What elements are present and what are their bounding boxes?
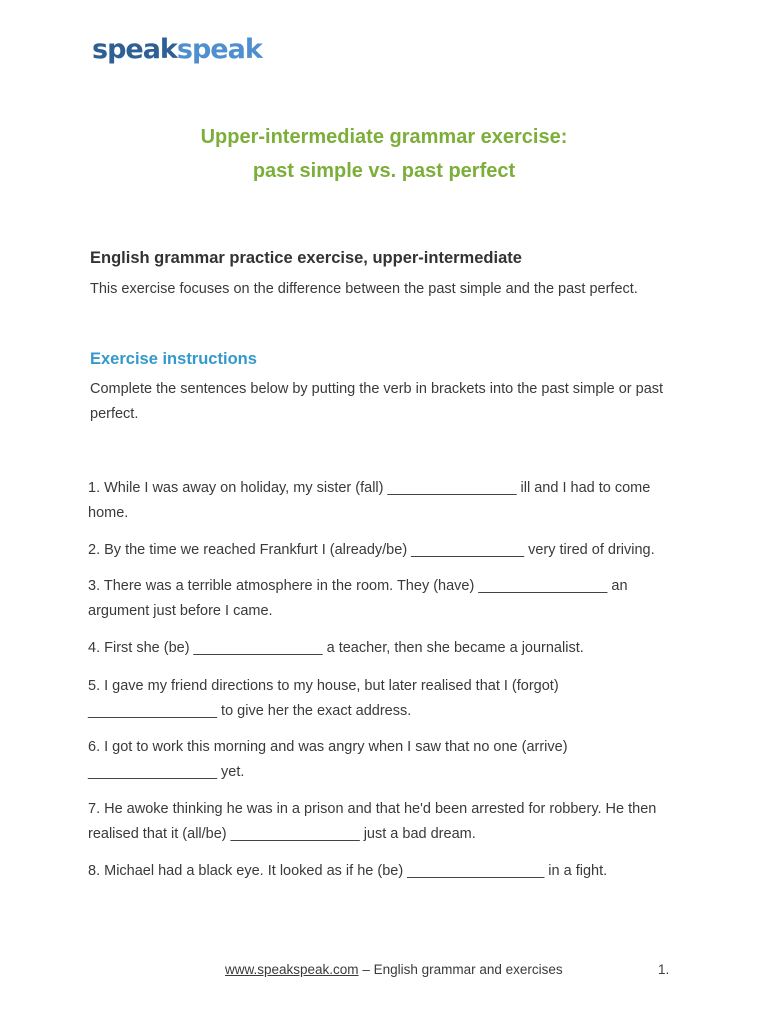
question-3: 3. There was a terrible atmosphere in the room. They (have) ________________ an argument just before I came.	[88, 578, 628, 619]
section-description: This exercise focuses on the difference between the past simple and the past perfect.	[90, 281, 638, 297]
section-heading: English grammar practice exercise, upper-intermediate	[90, 249, 522, 267]
footer	[225, 959, 563, 981]
footer-text: – English grammar and exercises	[358, 962, 563, 977]
instructions-heading: Exercise instructions	[90, 350, 257, 368]
instructions-text: Complete the sentences below by putting the verb in brackets into the past simple or past perfect.	[90, 381, 664, 422]
logo-part-2: speak	[176, 34, 262, 65]
question-2: 2. By the time we reached Frankfurt I (already/be) ______________ very tired of driving.	[88, 542, 655, 558]
footer-link[interactable]: www.speakspeak.com	[225, 962, 359, 977]
question-5: 5. I gave my friend directions to my house, but later realised that I (forgot) ________________ to give her the exact address.	[88, 678, 559, 719]
question-8: 8. Michael had a black eye. It looked as if he (be) _________________ in a fight.	[88, 863, 608, 879]
question-4: 4. First she (be) ________________ a teacher, then she became a journalist.	[88, 640, 584, 656]
question-1: 1. While I was away on holiday, my sister (fall) ________________ ill and I had to come home.	[88, 480, 651, 521]
page-title-line-2: past simple vs. past perfect	[252, 160, 516, 182]
speakspeak-logo[interactable]	[92, 32, 262, 68]
logo-part-1: speak	[92, 34, 177, 65]
page-title-line-1: Upper-intermediate grammar exercise:	[200, 126, 568, 148]
page-number: 1.	[658, 962, 670, 977]
question-6: 6. I got to work this morning and was angry when I saw that no one (arrive) ________________ yet.	[88, 739, 568, 780]
question-7: 7. He awoke thinking he was in a prison and that he'd been arrested for robbery. He then realised that it (all/be) ________________ just a bad dream.	[88, 801, 657, 842]
